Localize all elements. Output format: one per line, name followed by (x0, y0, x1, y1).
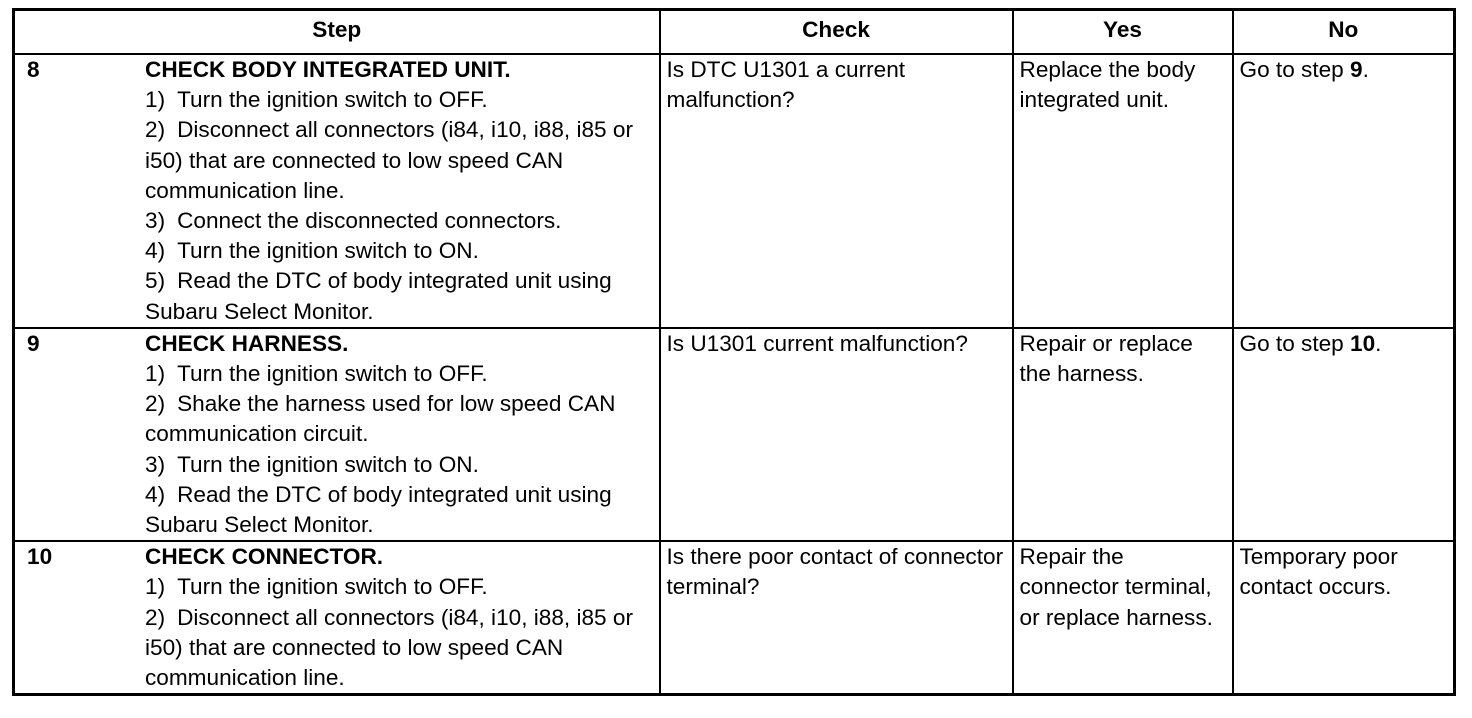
substep-item (145, 572, 649, 602)
substep-text: Turn the ignition switch to ON. (177, 451, 479, 477)
no-text: Temporary poor contact occurs. (1239, 544, 1398, 600)
table-body (14, 54, 1455, 695)
yes-cell: Repair the connector terminal, or replace harness. (1013, 541, 1233, 695)
check-cell: Is DTC U1301 a current malfunction? (660, 54, 1013, 328)
substep-item (145, 389, 649, 449)
step-wrapper (21, 329, 653, 540)
check-cell: Is there poor contact of connector terminal? (660, 541, 1013, 695)
substep-item (145, 603, 649, 694)
diagnostic-table (12, 8, 1456, 696)
no-cell (1233, 328, 1455, 541)
step-title: CHECK HARNESS. (145, 330, 349, 356)
substep-text: Turn the ignition switch to OFF. (177, 87, 488, 113)
substep-item (145, 206, 649, 236)
step-reference-link[interactable]: 9 (1350, 57, 1363, 82)
substep-number: 1) (145, 87, 166, 113)
step-cell (14, 541, 660, 695)
step-wrapper (21, 542, 653, 693)
substep-text: Read the DTC of body integrated unit using Subaru Select Monitor. (145, 481, 612, 538)
substep-item (145, 450, 649, 480)
substep-text: Read the DTC of body integrated unit using Subaru Select Monitor. (145, 268, 612, 324)
step-number: 8 (27, 57, 40, 82)
substep-text: Shake the harness used for low speed CAN communication circuit. (145, 391, 616, 447)
header-step: Step (14, 10, 660, 55)
no-suffix: . (1362, 57, 1369, 82)
substep-item (145, 115, 649, 206)
substep-number: 2) (145, 391, 166, 417)
step-reference-link[interactable]: 10 (1350, 330, 1376, 356)
header-row (14, 10, 1455, 55)
header-yes: Yes (1013, 10, 1233, 55)
table-row (14, 328, 1455, 541)
header-check: Check (660, 10, 1013, 55)
step-title: CHECK CONNECTOR. (145, 544, 384, 570)
substep-number: 1) (145, 361, 166, 387)
substep-item (145, 236, 649, 266)
substep-number: 2) (145, 604, 166, 630)
substep-item (145, 359, 649, 389)
substep-number: 5) (145, 268, 166, 294)
substep-text: Connect the disconnected connectors. (177, 208, 562, 234)
yes-cell: Repair or replace the harness. (1013, 328, 1233, 541)
substep-item (145, 266, 649, 326)
substep-text: Turn the ignition switch to ON. (177, 238, 479, 264)
no-cell (1233, 541, 1455, 695)
table-row (14, 541, 1455, 695)
substep-text: Disconnect all connectors (i84, i10, i88, i85 or i50) that are connected to low speed CAN communication line. (145, 117, 633, 203)
step-cell (14, 54, 660, 328)
step-body (145, 55, 653, 327)
header-no: No (1233, 10, 1455, 55)
step-body (145, 329, 653, 540)
yes-cell: Replace the body integrated unit. (1013, 54, 1233, 328)
substep-number: 2) (145, 117, 166, 143)
no-text: Go to step (1239, 57, 1351, 82)
no-text: Go to step (1239, 330, 1351, 356)
step-number: 9 (27, 330, 40, 356)
step-wrapper (21, 55, 653, 327)
table-row (14, 54, 1455, 328)
no-suffix: . (1375, 330, 1382, 356)
substep-item (145, 480, 649, 540)
substep-number: 4) (145, 238, 166, 264)
substep-number: 3) (145, 451, 166, 477)
no-cell (1233, 54, 1455, 328)
substep-number: 1) (145, 574, 166, 600)
substep-text: Disconnect all connectors (i84, i10, i88, i85 or i50) that are connected to low speed CAN communication line. (145, 604, 633, 691)
substep-number: 4) (145, 481, 166, 507)
substep-text: Turn the ignition switch to OFF. (177, 361, 488, 387)
substep-item (145, 85, 649, 115)
substep-number: 3) (145, 208, 166, 234)
step-cell (14, 328, 660, 541)
step-title: CHECK BODY INTEGRATED UNIT. (145, 57, 511, 82)
check-cell: Is U1301 current malfunction? (660, 328, 1013, 541)
step-body (145, 542, 653, 693)
substep-text: Turn the ignition switch to OFF. (177, 574, 488, 600)
step-number: 10 (27, 544, 53, 570)
